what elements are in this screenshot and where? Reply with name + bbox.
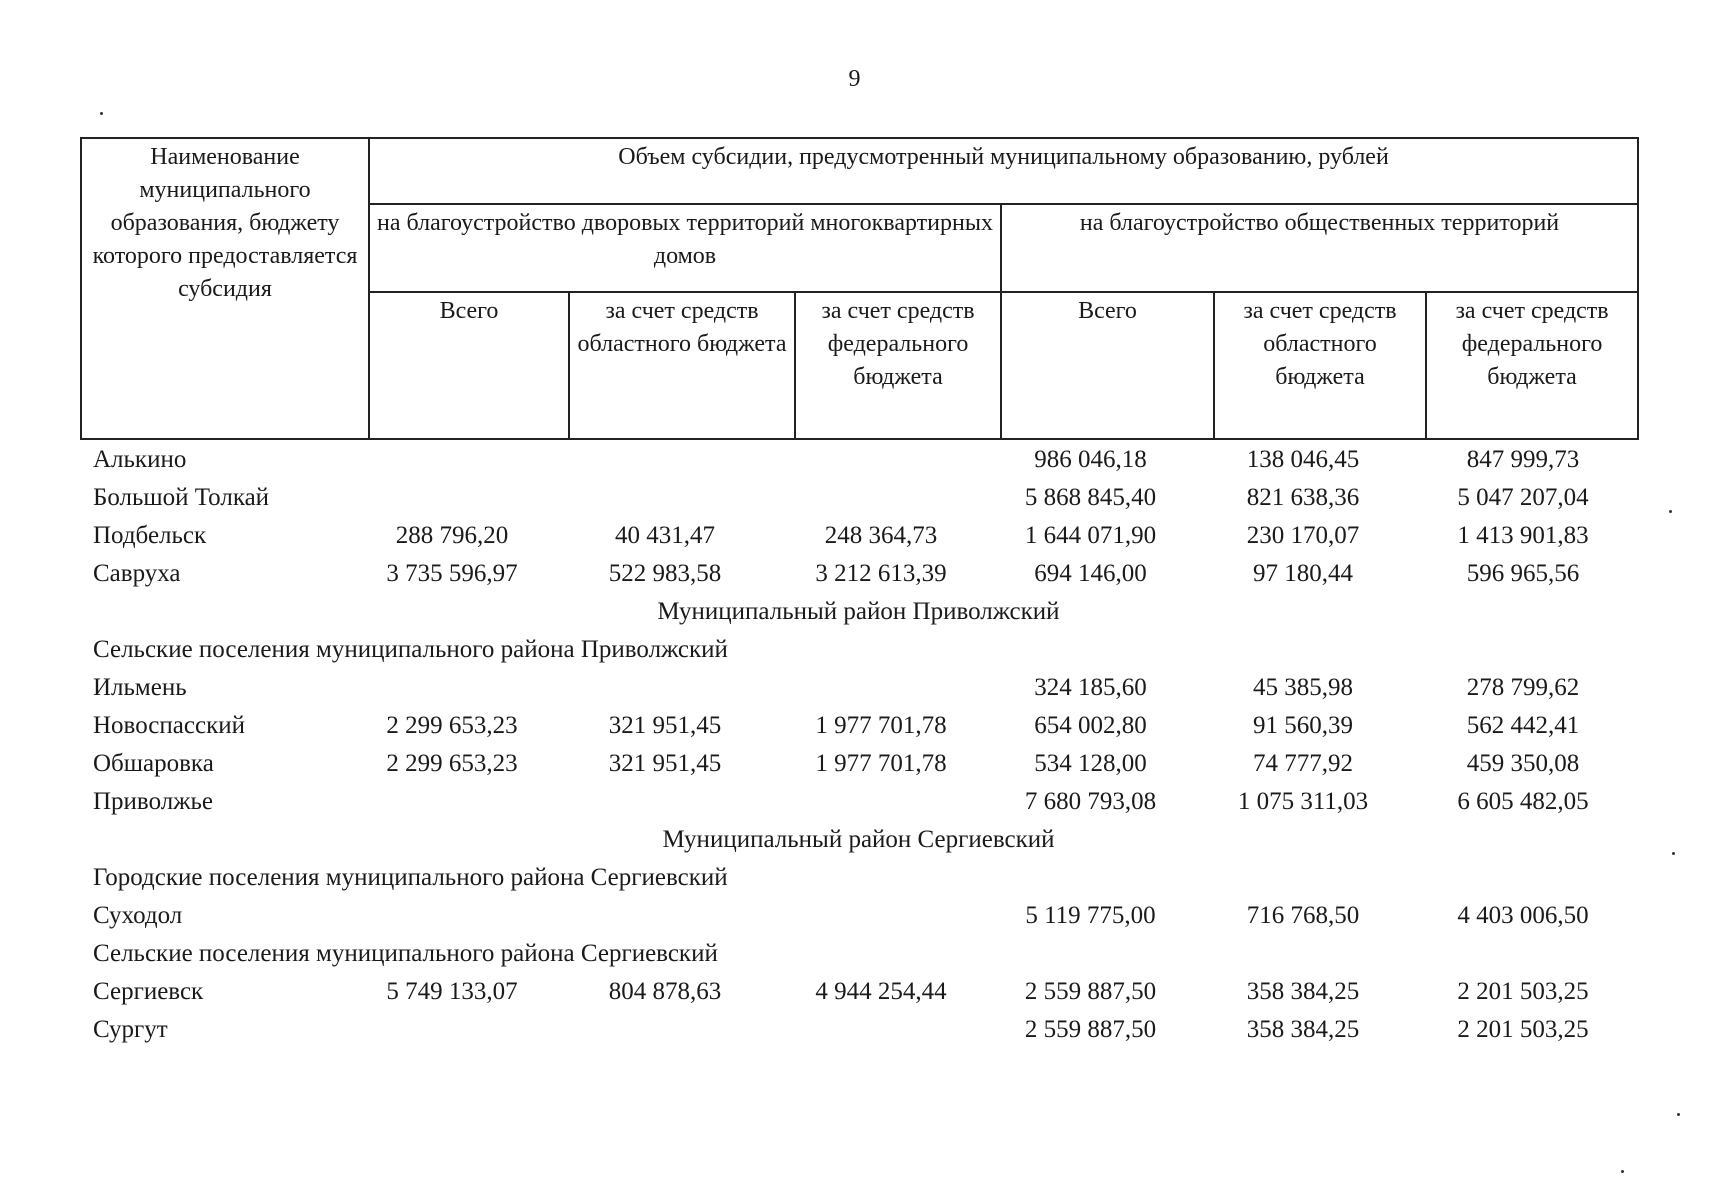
amount-cell: 562 442,41 <box>1466 712 1580 739</box>
subsection-heading <box>80 859 1637 897</box>
amount-cell: 288 796,20 <box>395 522 509 549</box>
amount-cell: 2 559 887,50 <box>1024 1016 1157 1043</box>
amount-cell: 4 944 254,44 <box>815 978 947 1005</box>
page-number: 9 <box>848 66 861 92</box>
subsection-title: Городские поселения муниципального района Сергиевский <box>93 864 728 891</box>
amount-cell: 2 559 887,50 <box>1024 978 1157 1005</box>
amount-cell: 2 299 653,23 <box>386 750 518 777</box>
amount-cell: 596 965,56 <box>1466 560 1580 587</box>
section-heading <box>80 593 1637 631</box>
header-yards-total: Всего <box>369 292 569 439</box>
municipality-name: Новоспасский <box>93 712 245 739</box>
amount-cell: 804 878,63 <box>608 978 722 1005</box>
amount-cell: 2 201 503,25 <box>1457 1016 1589 1043</box>
scan-speck <box>1672 852 1675 855</box>
amount-cell: 278 799,62 <box>1466 674 1580 701</box>
amount-cell: 1 075 311,03 <box>1237 788 1369 815</box>
amount-cell: 6 605 482,05 <box>1457 788 1589 815</box>
table-row <box>80 745 1637 783</box>
table-row <box>80 517 1637 555</box>
municipality-name: Обшаровка <box>93 750 214 777</box>
table-row <box>80 707 1637 745</box>
amount-cell: 5 749 133,07 <box>386 978 518 1005</box>
table-row <box>80 479 1637 517</box>
table-row <box>80 973 1637 1011</box>
amount-cell: 358 384,25 <box>1246 978 1360 1005</box>
amount-cell: 1 644 071,90 <box>1024 522 1157 549</box>
municipality-name: Алькино <box>93 446 187 473</box>
amount-cell: 1 977 701,78 <box>815 750 947 777</box>
header-yards-federal: за счет средств федерального бюджета <box>795 292 1001 439</box>
amount-cell: 1 977 701,78 <box>815 712 947 739</box>
amount-cell: 91 560,39 <box>1253 712 1353 739</box>
amount-cell: 847 999,73 <box>1466 446 1580 473</box>
amount-cell: 694 146,00 <box>1034 560 1147 587</box>
subsection-heading <box>80 631 1637 669</box>
header-municipality-name: Наименование муниципального образования, бюджету которого предоставляется субсидия <box>81 138 369 439</box>
table-row <box>80 441 1637 479</box>
amount-cell: 248 364,73 <box>824 522 938 549</box>
section-title: Муниципальный район Приволжский <box>657 598 1060 625</box>
amount-cell: 45 385,98 <box>1253 674 1353 701</box>
header-group-public: на благоустройство общественных территорий <box>1001 204 1638 292</box>
header-public-regional: за счет средств областного бюджета <box>1214 292 1426 439</box>
section-heading <box>80 821 1637 859</box>
header-yards-regional: за счет средств областного бюджета <box>569 292 795 439</box>
table-row <box>80 1011 1637 1049</box>
scan-speck <box>100 112 103 115</box>
municipality-name: Подбельск <box>93 522 207 549</box>
scan-speck <box>1621 1170 1624 1173</box>
municipality-name: Савруха <box>93 560 181 587</box>
municipality-name: Приволжье <box>93 788 213 815</box>
header-group-yards: на благоустройство дворовых территорий многоквартирных домов <box>369 204 1001 292</box>
amount-cell: 230 170,07 <box>1246 522 1360 549</box>
amount-cell: 2 299 653,23 <box>386 712 518 739</box>
amount-cell: 7 680 793,08 <box>1024 788 1157 815</box>
table-header <box>80 137 1639 440</box>
amount-cell: 5 047 207,04 <box>1457 484 1589 511</box>
amount-cell: 5 868 845,40 <box>1024 484 1157 511</box>
amount-cell: 654 002,80 <box>1034 712 1147 739</box>
amount-cell: 2 201 503,25 <box>1457 978 1589 1005</box>
table-row <box>80 669 1637 707</box>
amount-cell: 138 046,45 <box>1246 446 1360 473</box>
amount-cell: 321 951,45 <box>608 712 722 739</box>
municipality-name: Сургут <box>93 1016 168 1043</box>
amount-cell: 534 128,00 <box>1034 750 1147 777</box>
municipality-name: Суходол <box>93 902 183 929</box>
subsection-heading <box>80 935 1637 973</box>
table-body <box>80 441 1637 1049</box>
header-subsidy-volume: Объем субсидии, предусмотренный муниципальному образованию, рублей <box>369 138 1638 204</box>
amount-cell: 821 638,36 <box>1246 484 1360 511</box>
amount-cell: 522 983,58 <box>608 560 722 587</box>
table-row <box>80 897 1637 935</box>
table-row <box>80 555 1637 593</box>
amount-cell: 324 185,60 <box>1034 674 1147 701</box>
header-public-federal: за счет средств федерального бюджета <box>1426 292 1638 439</box>
amount-cell: 716 768,50 <box>1246 902 1360 929</box>
subsection-title: Сельские поселения муниципального района Приволжский <box>93 636 728 663</box>
scan-speck <box>1677 1113 1680 1116</box>
amount-cell: 358 384,25 <box>1246 1016 1360 1043</box>
municipality-name: Сергиевск <box>93 978 204 1005</box>
section-title: Муниципальный район Сергиевский <box>662 826 1055 853</box>
amount-cell: 3 212 613,39 <box>815 560 947 587</box>
header-public-total: Всего <box>1001 292 1214 439</box>
scan-speck <box>1669 510 1672 513</box>
amount-cell: 3 735 596,97 <box>386 560 518 587</box>
table-row <box>80 783 1637 821</box>
amount-cell: 459 350,08 <box>1466 750 1580 777</box>
amount-cell: 986 046,18 <box>1034 446 1147 473</box>
amount-cell: 74 777,92 <box>1253 750 1353 777</box>
amount-cell: 5 119 775,00 <box>1025 902 1156 929</box>
amount-cell: 1 413 901,83 <box>1457 522 1589 549</box>
amount-cell: 97 180,44 <box>1253 560 1353 587</box>
amount-cell: 4 403 006,50 <box>1457 902 1589 929</box>
subsection-title: Сельские поселения муниципального района Сергиевский <box>93 940 718 967</box>
amount-cell: 321 951,45 <box>608 750 722 777</box>
amount-cell: 40 431,47 <box>615 522 715 549</box>
municipality-name: Ильмень <box>93 674 187 701</box>
municipality-name: Большой Толкай <box>93 484 270 511</box>
